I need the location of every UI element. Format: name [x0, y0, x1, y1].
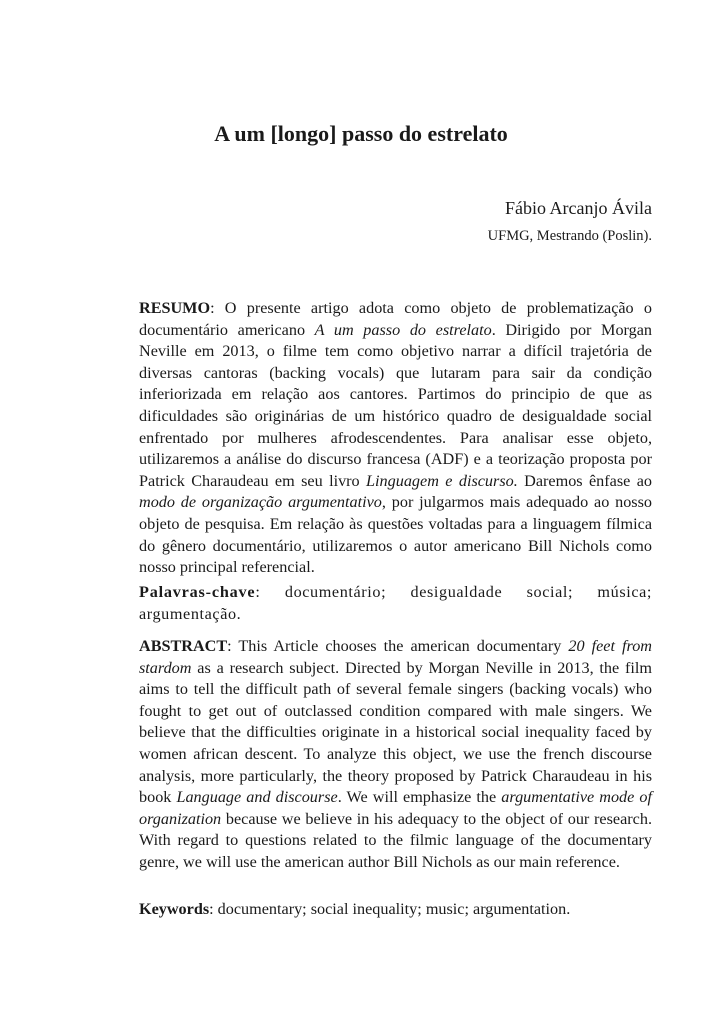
resumo-label: RESUMO: [139, 299, 211, 317]
palavras-chave-label: Palavras-chave: [139, 583, 256, 601]
abstract-film-title: 20 feet from stardom: [139, 637, 652, 677]
keywords-paragraph: [139, 899, 652, 921]
abstract-book-title: Language and discourse: [176, 788, 338, 807]
author-affiliation: UFMG, Mestrando (Poslin).: [487, 228, 652, 244]
resumo-film-title: A um passo do estrelato: [314, 320, 492, 339]
resumo-paragraph: [139, 298, 652, 579]
abstract-mode-term: argumentative mode of organization: [139, 788, 652, 828]
resumo-text-3: Daremos ênfase ao: [517, 471, 652, 490]
abstract-text-1: : This Article chooses the american documentary: [227, 637, 569, 655]
author-name: Fábio Arcanjo Ávila: [505, 198, 652, 218]
palavras-chave-text: : documentário; desigualdade social; música; argumentação.: [139, 583, 652, 623]
resumo-text-1: : O presente artigo adota como objeto de problematização o documentário americano: [139, 299, 652, 339]
abstract-paragraph: [139, 636, 652, 874]
palavras-chave-paragraph: [139, 582, 652, 625]
resumo-text-4: , por julgarmos mais adequado ao nosso objeto de pesquisa. Em relação às questões voltadas para a linguagem fílmica do gênero documentário, utilizaremos o autor americano Bill Nichols como nosso principal referencial.: [139, 493, 652, 577]
resumo-text-2: . Dirigido por Morgan Neville em 2013, o filme tem como objetivo narrar a difícil trajetória de diversas cantoras (backing vocals) que lutaram para sair da condição inferiorizada em relação aos cantores. Partimos do principio de que as dificuldades são originárias de um histórico quadro de desigualdade social enfrentado por mulheres afrodescendentes. Para analisar esse objeto, utilizaremos a análise do discurso francesa (ADF) e a teorização proposta por Patrick Charaudeau em seu livro: [139, 320, 653, 490]
paper-title: A um [longo] passo do estrelato: [214, 121, 508, 146]
abstract-text-4: because we believe in his adequacy to the object of our research. With regard to questions related to the filmic language of the documentary genre, we will use the american author Bill Nichols as our main reference.: [139, 809, 652, 871]
abstract-text-3: . We will emphasize the: [337, 788, 502, 807]
keywords-text: : documentary; social inequality; music; argumentation.: [209, 900, 571, 918]
abstract-text-2: as a research subject. Directed by Morgan Neville in 2013, the film aims to tell the difficult path of several female singers (backing vocals) who fought to get out of outclassed condition compared with male singers. We believe that the difficulties originate in a historical social inequality faced by women african descent. To analyze this object, we use the french discourse analysis, more particularly, the theory proposed by Patrick Charaudeau in his book: [139, 658, 652, 807]
resumo-book-title: Linguagem e discurso.: [366, 471, 518, 490]
resumo-mode-term: modo de organização argumentativo: [139, 493, 382, 512]
keywords-label: Keywords: [139, 900, 210, 918]
abstract-label: ABSTRACT: [139, 637, 228, 655]
